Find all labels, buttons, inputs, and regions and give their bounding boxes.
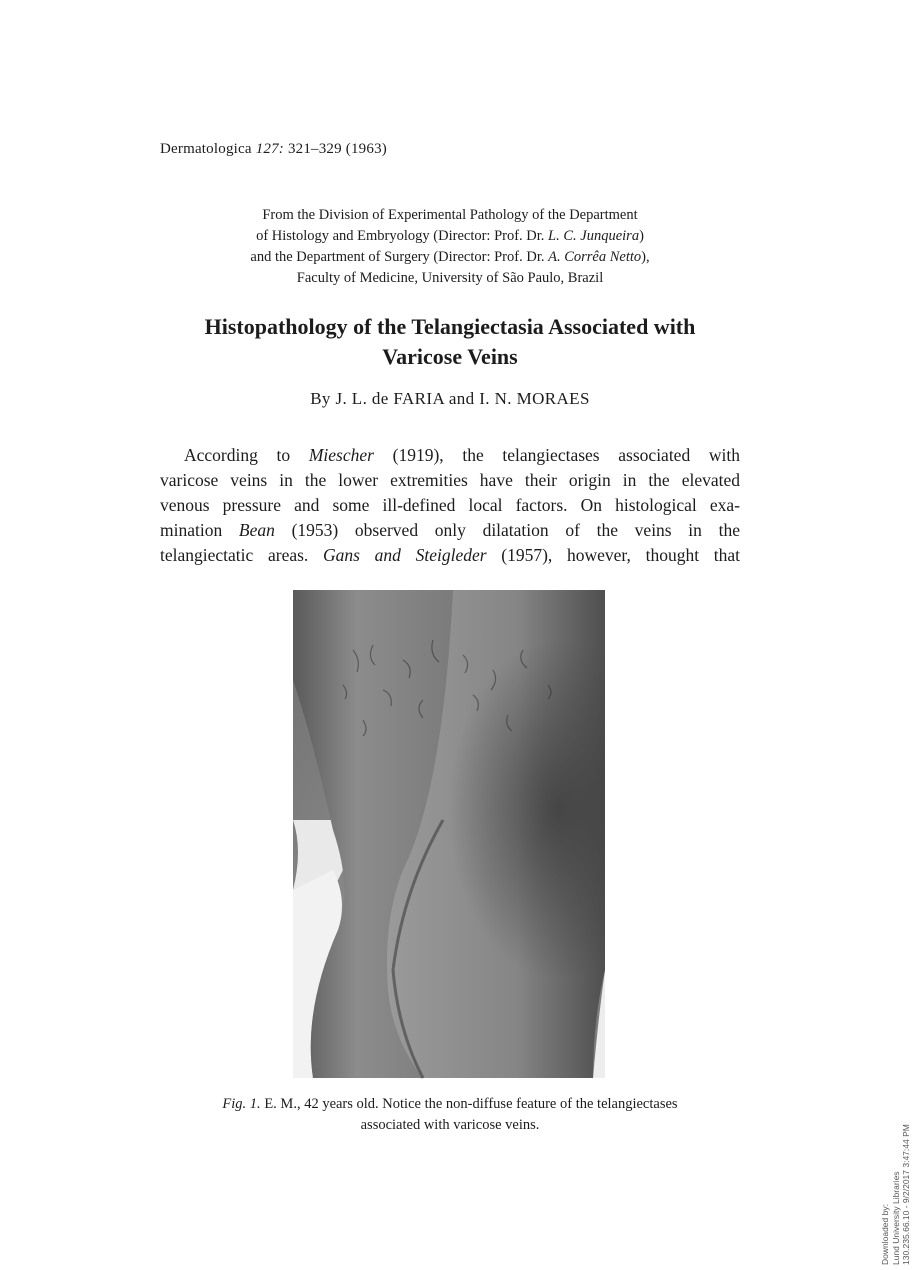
body-text: (1953) observed only dilatation of the veins in the xyxy=(274,520,740,540)
figure-caption xyxy=(140,1094,760,1136)
body-line xyxy=(160,543,740,568)
download-notice xyxy=(880,1124,912,1265)
figure-photo xyxy=(293,590,605,1078)
cited-author: Gans and Steigleder xyxy=(323,545,487,565)
body-line: venous pressure and some ill-defined local factors. On histological exa- xyxy=(160,495,740,515)
leg-photo-image xyxy=(293,590,605,1078)
affiliation-line xyxy=(120,226,780,247)
article-title xyxy=(110,312,790,372)
body-paragraph xyxy=(160,443,740,568)
body-text: mination xyxy=(160,520,239,540)
journal-volume: 127: xyxy=(255,141,284,157)
download-line: Downloaded by: xyxy=(880,1204,890,1265)
cited-author: Miescher xyxy=(308,445,374,465)
title-line: Varicose Veins xyxy=(382,344,518,369)
cited-author: Bean xyxy=(238,520,275,540)
body-text: telangiectatic areas. xyxy=(160,545,323,565)
authors: By J. L. de FARIA and I. N. MORAES xyxy=(310,389,590,408)
download-line: 130.235.66.10 - 9/2/2017 3:47:44 PM xyxy=(901,1124,911,1265)
body-line xyxy=(160,443,740,468)
caption-text: E. M., 42 years old. Notice the non-diffuse feature of the telangiectases xyxy=(260,1096,678,1112)
affiliation-text: and the Department of Surgery (Director: Prof. Dr. xyxy=(250,249,549,265)
journal-pages: 321–329 (1963) xyxy=(287,141,387,157)
body-line xyxy=(160,518,740,543)
director-name: L. C. Junqueira xyxy=(548,228,640,244)
download-line: Lund University Libraries xyxy=(890,1171,901,1265)
affiliation-line: Faculty of Medicine, University of São Paulo, Brazil xyxy=(296,270,604,286)
figure-label: Fig. 1. xyxy=(222,1096,261,1112)
journal-citation xyxy=(160,141,387,158)
affiliation-text: ), xyxy=(641,249,650,265)
affiliation-line: From the Division of Experimental Pathology of the Department xyxy=(262,207,638,223)
affiliation-text: ) xyxy=(639,228,644,244)
director-name: A. Corrêa Netto xyxy=(548,249,642,265)
body-text: According to xyxy=(184,445,309,465)
body-text: (1957), however, thought that xyxy=(486,545,741,565)
body-text: (1919), the telangiectases associated with xyxy=(373,445,740,465)
affiliation-text: of Histology and Embryology (Director: Prof. Dr. xyxy=(256,228,549,244)
body-line: varicose veins in the lower extremities have their origin in the elevated xyxy=(160,470,740,490)
caption-line: associated with varicose veins. xyxy=(360,1117,540,1133)
affiliation xyxy=(120,205,780,289)
affiliation-line xyxy=(120,247,780,268)
journal-name: Dermatologica xyxy=(160,141,252,157)
caption-line xyxy=(140,1094,760,1115)
title-line: Histopathology of the Telangiectasia Associated with xyxy=(204,314,696,339)
